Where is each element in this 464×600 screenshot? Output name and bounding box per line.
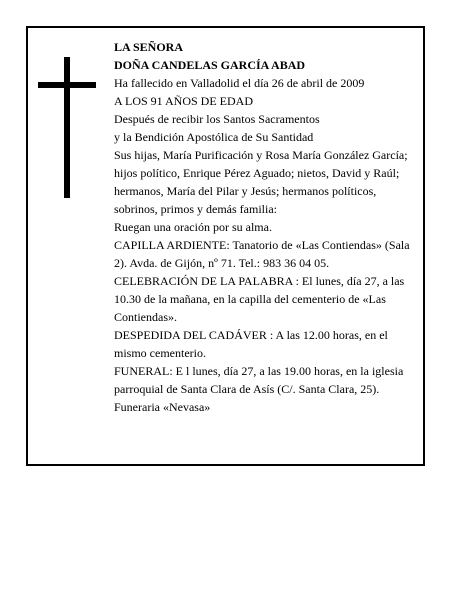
blessing-line: y la Bendición Apostólica de Su Santidad xyxy=(114,130,314,144)
title-line: LA SEÑORA xyxy=(114,40,184,54)
obituary-text xyxy=(114,38,420,416)
sacraments-line: Después de recibir los Santos Sacramentos xyxy=(114,112,320,126)
age-line: A LOS 91 AÑOS DE EDAD xyxy=(114,94,254,108)
death-date: Ha fallecido en Valladolid el día 26 de abril de 2009 xyxy=(114,76,365,90)
cross-icon xyxy=(64,57,70,198)
despedida-cadaver: DESPEDIDA DEL CADÁVER : A las 12.00 horas, en el mismo cementerio. xyxy=(114,328,388,360)
celebracion-palabra: CELEBRACIÓN DE LA PALABRA : El lunes, día 27, a las 10.30 de la mañana, en la capilla del cementerio de «Las Contiendas». xyxy=(114,274,405,324)
deceased-name: DOÑA CANDELAS GARCÍA ABAD xyxy=(114,58,306,72)
prayer-request: Ruegan una oración por su alma. xyxy=(114,220,272,234)
cross-icon-bar xyxy=(38,82,96,88)
capilla-ardiente: CAPILLA ARDIENTE: Tanatorio de «Las Contiendas» (Sala 2). Avda. de Gijón, nº 71. Tel.: 983 36 04 05. xyxy=(114,238,410,270)
funeral-home: Funeraria «Nevasa» xyxy=(114,400,211,414)
family-list: Sus hijas, María Purificación y Rosa María González García; hijos político, Enrique Pérez Aguado; nietos, David y Raúl; hermanos, María del Pilar y Jesús; hermanos políticos, sobrinos, primos y demás familia: xyxy=(114,148,408,216)
funeral-info: FUNERAL: E l lunes, día 27, a las 19.00 horas, en la iglesia parroquial de Santa Clara de Asís (C/. Santa Clara, 25). xyxy=(114,364,404,396)
